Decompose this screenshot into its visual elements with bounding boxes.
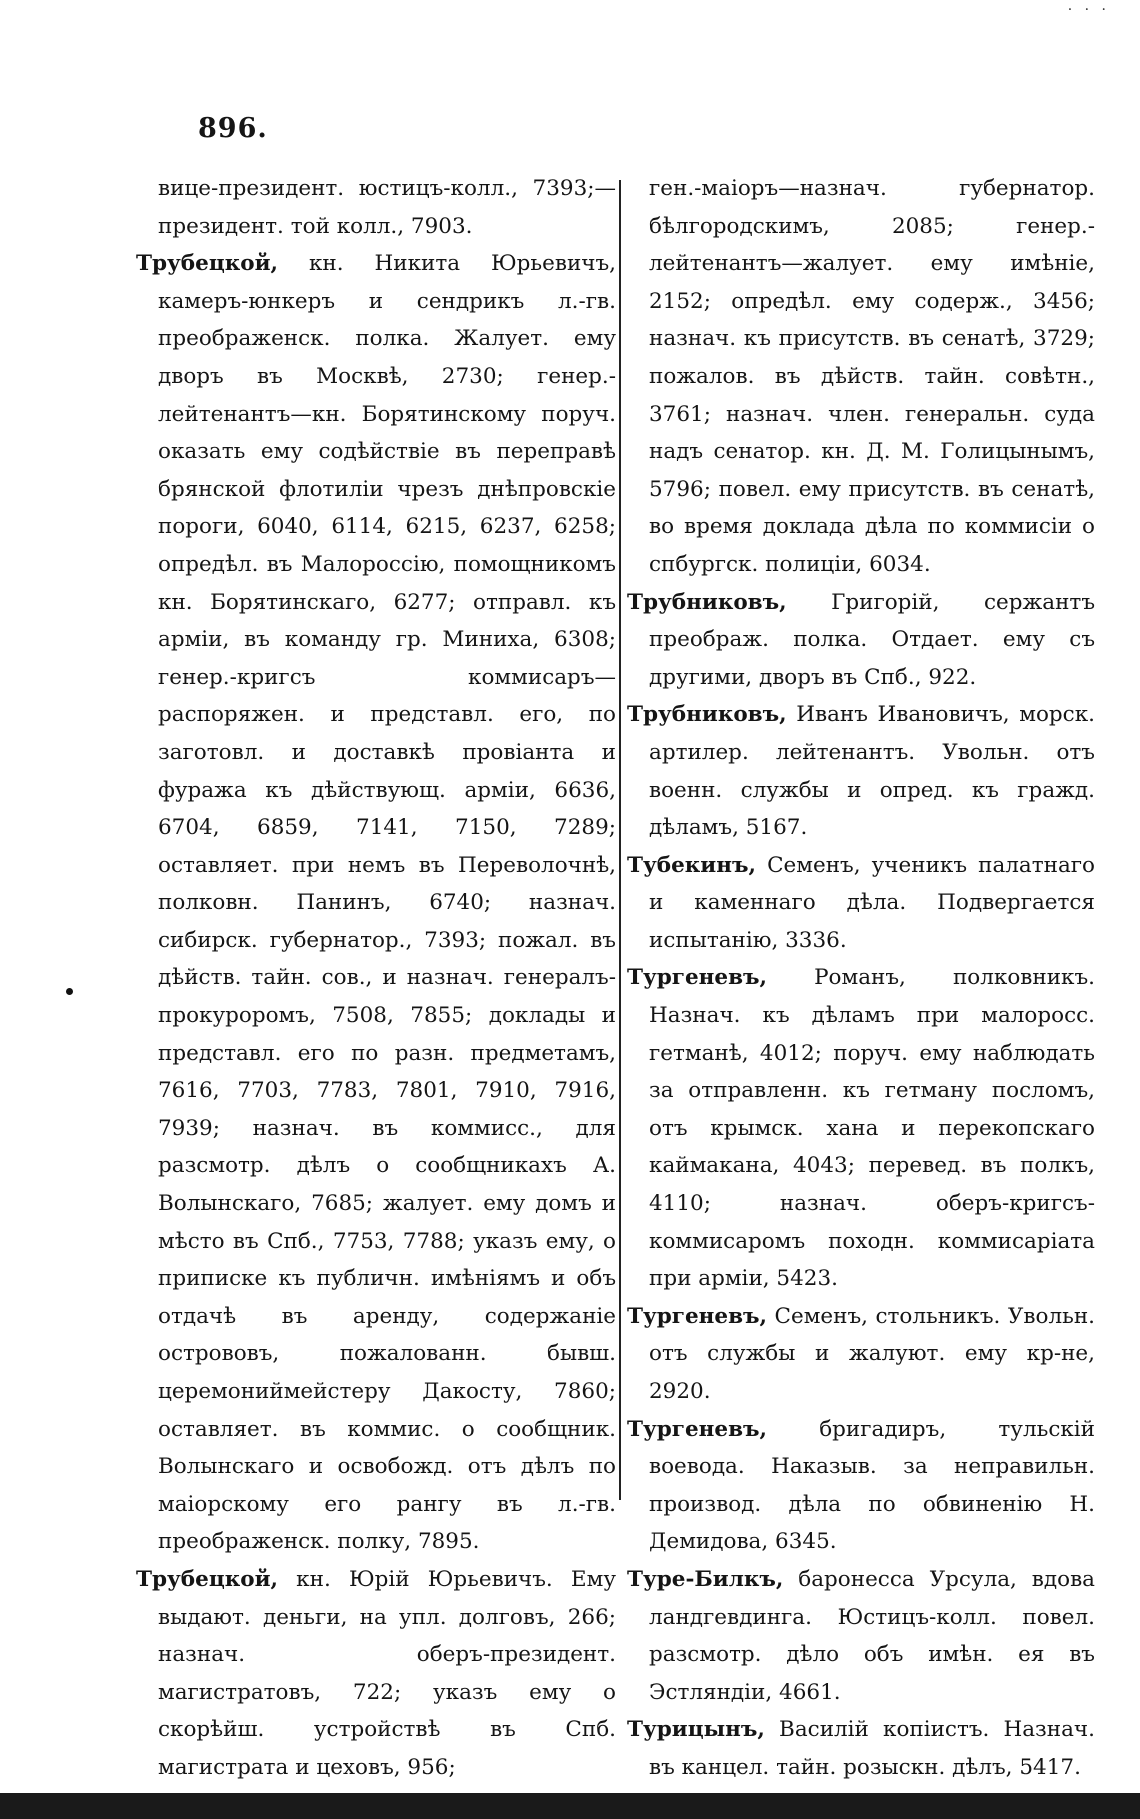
entry-continuation <box>136 170 616 245</box>
right-column <box>627 170 1095 1787</box>
entry-headword: Тургеневъ, <box>627 1303 767 1329</box>
column-divider <box>619 180 621 1500</box>
entry-headword: Трубниковъ, <box>627 702 787 728</box>
entry-text: Семенъ, ученикъ палатнаго и каменнаго дѣла. Подвергается испытанію, 3336. <box>649 852 1095 953</box>
entry-trubnikov-grigoriy <box>627 584 1095 697</box>
entry-text: Григорій, сержантъ преображ. полка. Отдает. ему съ другими, дворъ въ Спб., 922. <box>649 589 1095 690</box>
entry-headword: Турицынъ, <box>627 1717 765 1743</box>
entry-ture-bilk <box>627 1561 1095 1711</box>
entry-text: кн. Никита Юрьевичъ, камеръ-юнкеръ и сендрикъ л.-гв. преображенск. полка. Жалует. ему дворъ въ Москвѣ, 2730; генер.-лейтенантъ—кн. Борятинскому поруч. оказать ему содѣйствіе въ переправѣ брянской флотиліи чрезъ днѣпровскіе пороги, 6040, 6114, 6215, 6237, 6258; опредѣл. въ Малороссію, помощникомъ кн. Борятинскаго, 6277; отправл. къ арміи, въ команду гр. Миниха, 6308; генер.-кригсъ коммисаръ—распоряжен. и представл. его, по заготовл. и доставкѣ провіанта и фуража къ дѣйствующ. арміи, 6636, 6704, 6859, 7141, 7150, 7289; оставляет. при немъ въ Переволочнѣ, полковн. Панинъ, 6740; назнач. сибирск. губернатор., 7393; пожал. въ дѣйств. тайн. сов., и назнач. генералъ-прокуроромъ, 7508, 7855; доклады и представл. его по разн. предметамъ, 7616, 7703, 7783, 7801, 7910, 7916, 7939; назнач. въ коммисс., для разсмотр. дѣлъ о сообщникахъ А. Волынскаго, 7685; жалует. ему домъ и мѣсто въ Спб., 7753, 7788; указъ ему, о приписке къ публичн. имѣніямъ и объ отдачѣ въ аренду, содержаніе острововъ, пожалованн. бывш. церемониймейстеру Дакосту, 7860; оставляет. въ коммис. о сообщник. Волынскаго и освобожд. отъ дѣлъ по маіорскому его рангу въ л.-гв. преображенск. полку, 7895. <box>158 251 617 1555</box>
entry-text: Василій копіистъ. Назнач. въ канцел. тайн. розыскн. дѣлъ, 5417. <box>649 1717 1095 1780</box>
entry-text: бригадиръ, тульскій воевода. Наказыв. за неправильн. производ. дѣла по обвиненію Н. Демидова, 6345. <box>649 1416 1095 1555</box>
entry-headword: Тургеневъ, <box>627 965 767 991</box>
entry-text: кн. Юрій Юрьевичъ. Ему выдают. деньги, на упл. долговъ, 266; назнач. оберъ-президент. магистратовъ, 722; указъ ему о скорѣйш. устройствѣ въ Спб. магистрата и цеховъ, 956; <box>158 1566 616 1780</box>
entry-turitsyn-vasiliy <box>627 1711 1095 1786</box>
entry-turgenev-semen <box>627 1298 1095 1411</box>
entry-headword: Тургеневъ, <box>627 1416 767 1442</box>
entry-trubetskoy-yuriy <box>136 1561 616 1787</box>
scan-specks: · · · <box>1067 2 1110 18</box>
entry-headword: Трубниковъ, <box>627 589 787 615</box>
entry-text: Семенъ, стольникъ. Увольн. отъ службы и жалуют. ему кр-не, 2920. <box>649 1303 1095 1404</box>
entry-turgenev-roman <box>627 959 1095 1297</box>
entry-trubetskoy-nikita <box>136 245 616 1561</box>
page-number: 896. <box>198 113 268 144</box>
entry-trubnikov-ivan <box>627 696 1095 846</box>
entry-text: ген.-маіоръ—назнач. губернатор. бѣлгородскимъ, 2085; генер.-лейтенантъ—жалует. ему имѣніе, 2152; опредѣл. ему содерж., 3456; назнач. къ присутств. въ сенатѣ, 3729; пожалов. въ дѣйств. тайн. совѣтн., 3761; назнач. член. генеральн. суда надъ сенатор. кн. Д. М. Голицынымъ, 5796; повел. ему присутств. въ сенатѣ, во время доклада дѣла по коммисіи о спбургск. полиціи, 6034. <box>649 176 1095 577</box>
left-column <box>136 170 616 1787</box>
entry-headword: Тубекинъ, <box>627 852 756 878</box>
entry-text: Романъ, полковникъ. Назнач. къ дѣламъ при малоросс. гетманѣ, 4012; поруч. ему наблюдать за отправленн. къ гетману посломъ, отъ крымск. хана и перекопскаго каймакана, 4043; перевед. въ полкъ, 4110; назнач. оберъ-кригсъ-коммисаромъ походн. коммисаріата при арміи, 5423. <box>649 965 1095 1292</box>
scan-bottom-edge <box>0 1793 1140 1819</box>
entry-continuation <box>627 170 1095 584</box>
entry-headword: Трубецкой, <box>136 1566 278 1592</box>
margin-ink-dot <box>66 988 73 995</box>
entry-text: баронесса Урсула, вдова ландгевдинга. Юстицъ-колл. повел. разсмотр. дѣло объ имѣн. ея въ Эстляндіи, 4661. <box>649 1566 1095 1705</box>
entry-tubekin-semen <box>627 847 1095 960</box>
entry-turgenev-brigadir <box>627 1411 1095 1561</box>
entry-headword: Туре-Билкъ, <box>627 1566 784 1592</box>
entry-text: Иванъ Ивановичъ, морск. артилер. лейтенантъ. Увольн. отъ военн. службы и опред. къ гражд. дѣламъ, 5167. <box>649 702 1095 841</box>
entry-text: вице-президент. юстицъ-колл., 7393;— президент. той колл., 7903. <box>158 176 616 239</box>
entry-headword: Трубецкой, <box>136 251 278 277</box>
